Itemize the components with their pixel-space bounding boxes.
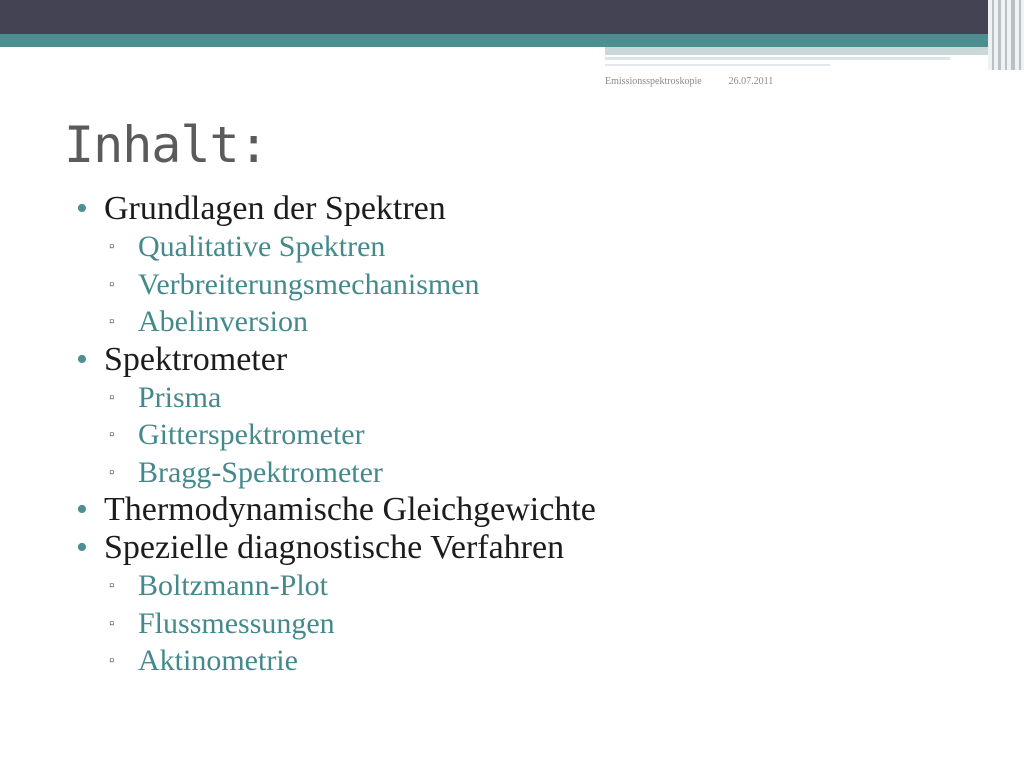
bullet-item	[76, 529, 976, 567]
slide-header-meta	[605, 76, 773, 87]
sub-bullet-item	[76, 642, 976, 680]
sub-bullet-label: Aktinometrie	[138, 644, 298, 677]
header-band-dark	[0, 0, 1024, 34]
bullet-dot-icon: •	[76, 190, 88, 227]
header-band-light	[605, 47, 1024, 55]
square-bullet-icon: ▫	[109, 578, 115, 594]
bullet-item-label: Spezielle diagnostische Verfahren	[104, 529, 565, 566]
sub-bullet-label: Prisma	[138, 380, 222, 414]
sub-bullet-item	[76, 567, 976, 605]
square-bullet-icon: ▫	[109, 464, 115, 481]
sub-bullet-label: Boltzmann-Plot	[138, 569, 328, 602]
slide-title: Inhalt:	[64, 116, 268, 174]
decorative-stripes	[988, 0, 1024, 70]
bullet-item	[76, 341, 976, 379]
header-line	[605, 64, 830, 66]
bullet-item-label: Thermodynamische Gleichgewichte	[104, 491, 596, 528]
bullet-item-label: Spektrometer	[104, 340, 288, 378]
sub-bullet-item	[76, 303, 976, 341]
sub-bullet-item	[76, 454, 976, 492]
sub-bullet-item	[76, 379, 976, 417]
sub-bullet-label: Qualitative Spektren	[138, 230, 386, 263]
bullet-dot-icon: •	[76, 529, 88, 566]
square-bullet-icon: ▫	[109, 314, 115, 330]
slide-topic: Emissionsspektroskopie	[605, 76, 702, 87]
square-bullet-icon: ▫	[109, 653, 115, 669]
sub-bullet-item	[76, 416, 976, 454]
sub-bullet-item	[76, 605, 976, 643]
slide-content	[76, 190, 976, 680]
sub-bullet-item	[76, 228, 976, 266]
sub-bullet-item	[76, 266, 976, 304]
slide-date: 26.07.2011	[728, 76, 774, 87]
header-band-teal	[0, 34, 1024, 47]
bullet-dot-icon: •	[76, 491, 88, 528]
square-bullet-icon: ▫	[109, 389, 115, 406]
square-bullet-icon: ▫	[109, 615, 115, 632]
square-bullet-icon: ▫	[109, 276, 115, 293]
header-line	[605, 57, 950, 60]
sub-bullet-label: Abelinversion	[138, 305, 308, 338]
sub-bullet-label: Bragg-Spektrometer	[138, 455, 383, 489]
square-bullet-icon: ▫	[109, 427, 115, 443]
bullet-item-label: Grundlagen der Spektren	[104, 190, 446, 227]
bullet-item	[76, 491, 976, 529]
bullet-dot-icon: •	[76, 340, 88, 378]
square-bullet-icon: ▫	[109, 239, 115, 255]
sub-bullet-label: Flussmessungen	[138, 606, 335, 640]
sub-bullet-label: Gitterspektrometer	[138, 418, 365, 451]
bullet-item	[76, 190, 976, 228]
sub-bullet-label: Verbreiterungsmechanismen	[138, 267, 480, 301]
